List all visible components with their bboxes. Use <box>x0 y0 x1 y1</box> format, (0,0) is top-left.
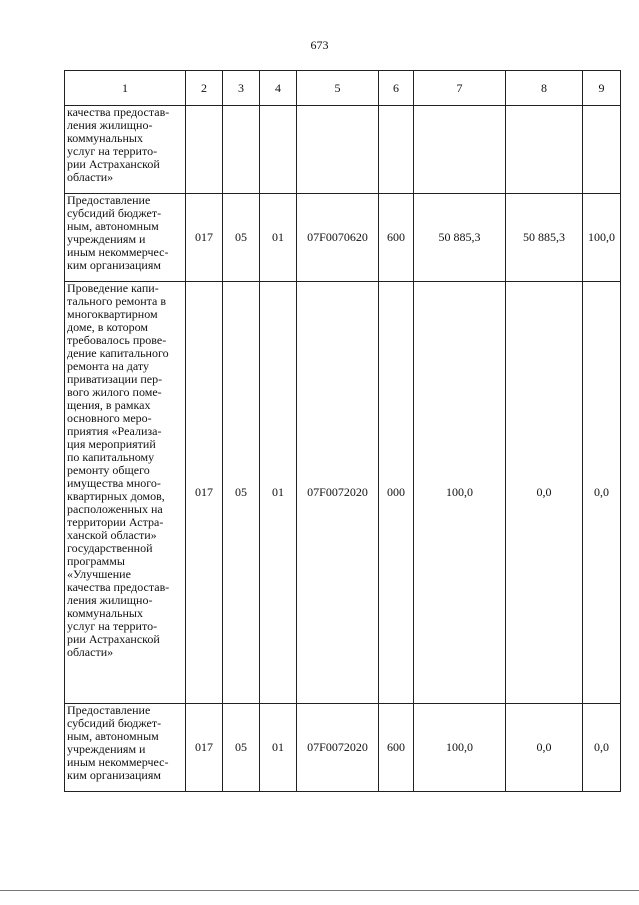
page-number: 673 <box>310 38 329 52</box>
row-description: Предоставление субсидий бюджет- ным, автономным учреждениям и иным некоммерчес- ким организациям <box>65 704 186 792</box>
column-header: 9 <box>583 71 621 106</box>
column-header: 3 <box>223 71 260 106</box>
cell-c2: 017 <box>186 704 223 792</box>
column-header: 5 <box>297 71 379 106</box>
budget-table <box>64 70 621 792</box>
cell-c8: 0,0 <box>506 704 583 792</box>
cell-c3: 05 <box>223 704 260 792</box>
cell-c3: 05 <box>223 282 260 704</box>
column-header: 8 <box>506 71 583 106</box>
cell-c6: 600 <box>379 704 414 792</box>
column-header: 2 <box>186 71 223 106</box>
column-header: 6 <box>379 71 414 106</box>
cell-c5: 07F0072020 <box>297 704 379 792</box>
cell-c6 <box>379 106 414 194</box>
cell-c2 <box>186 106 223 194</box>
cell-c9: 0,0 <box>583 704 621 792</box>
cell-c6: 600 <box>379 194 414 282</box>
cell-c8: 0,0 <box>506 282 583 704</box>
cell-c7: 100,0 <box>414 282 506 704</box>
cell-c2: 017 <box>186 194 223 282</box>
cell-c5: 07F0072020 <box>297 282 379 704</box>
cell-c2: 017 <box>186 282 223 704</box>
cell-c7: 100,0 <box>414 704 506 792</box>
cell-c3: 05 <box>223 194 260 282</box>
cell-c6: 000 <box>379 282 414 704</box>
cell-c7 <box>414 106 506 194</box>
cell-c7: 50 885,3 <box>414 194 506 282</box>
cell-c8: 50 885,3 <box>506 194 583 282</box>
table-row <box>65 704 621 792</box>
column-header: 1 <box>65 71 186 106</box>
column-header: 7 <box>414 71 506 106</box>
table-row <box>65 282 621 704</box>
cell-c3 <box>223 106 260 194</box>
header-row <box>65 71 621 106</box>
page-edge-line <box>0 890 639 891</box>
cell-c4: 01 <box>260 704 297 792</box>
column-header: 4 <box>260 71 297 106</box>
row-description: качества предостав- ления жилищно- коммунальных услуг на террито- рии Астраханской области» <box>65 106 186 194</box>
cell-c4: 01 <box>260 282 297 704</box>
cell-c5 <box>297 106 379 194</box>
row-description: Проведение капи- тального ремонта в многоквартирном доме, в котором требовалось прове- дение капитального ремонта на дату приватизации пер- вого жилого поме- щения, в рамках основного меро- приятия «Реализа- ция мероприятий по капитальному ремонту общего имущества много- квартирных домов, расположенных на территории Астра- ханской области» государственной программы «Улучшение качества предостав- ления жилищно- коммунальных услуг на террито- рии Астраханской области» <box>65 282 186 704</box>
cell-c8 <box>506 106 583 194</box>
cell-c9: 0,0 <box>583 282 621 704</box>
cell-c4: 01 <box>260 194 297 282</box>
cell-c5: 07F0070620 <box>297 194 379 282</box>
cell-c9 <box>583 106 621 194</box>
table-row <box>65 194 621 282</box>
table-row <box>65 106 621 194</box>
row-description: Предоставление субсидий бюджет- ным, автономным учреждениям и иным некоммерчес- ким организациям <box>65 194 186 282</box>
cell-c4 <box>260 106 297 194</box>
cell-c9: 100,0 <box>583 194 621 282</box>
